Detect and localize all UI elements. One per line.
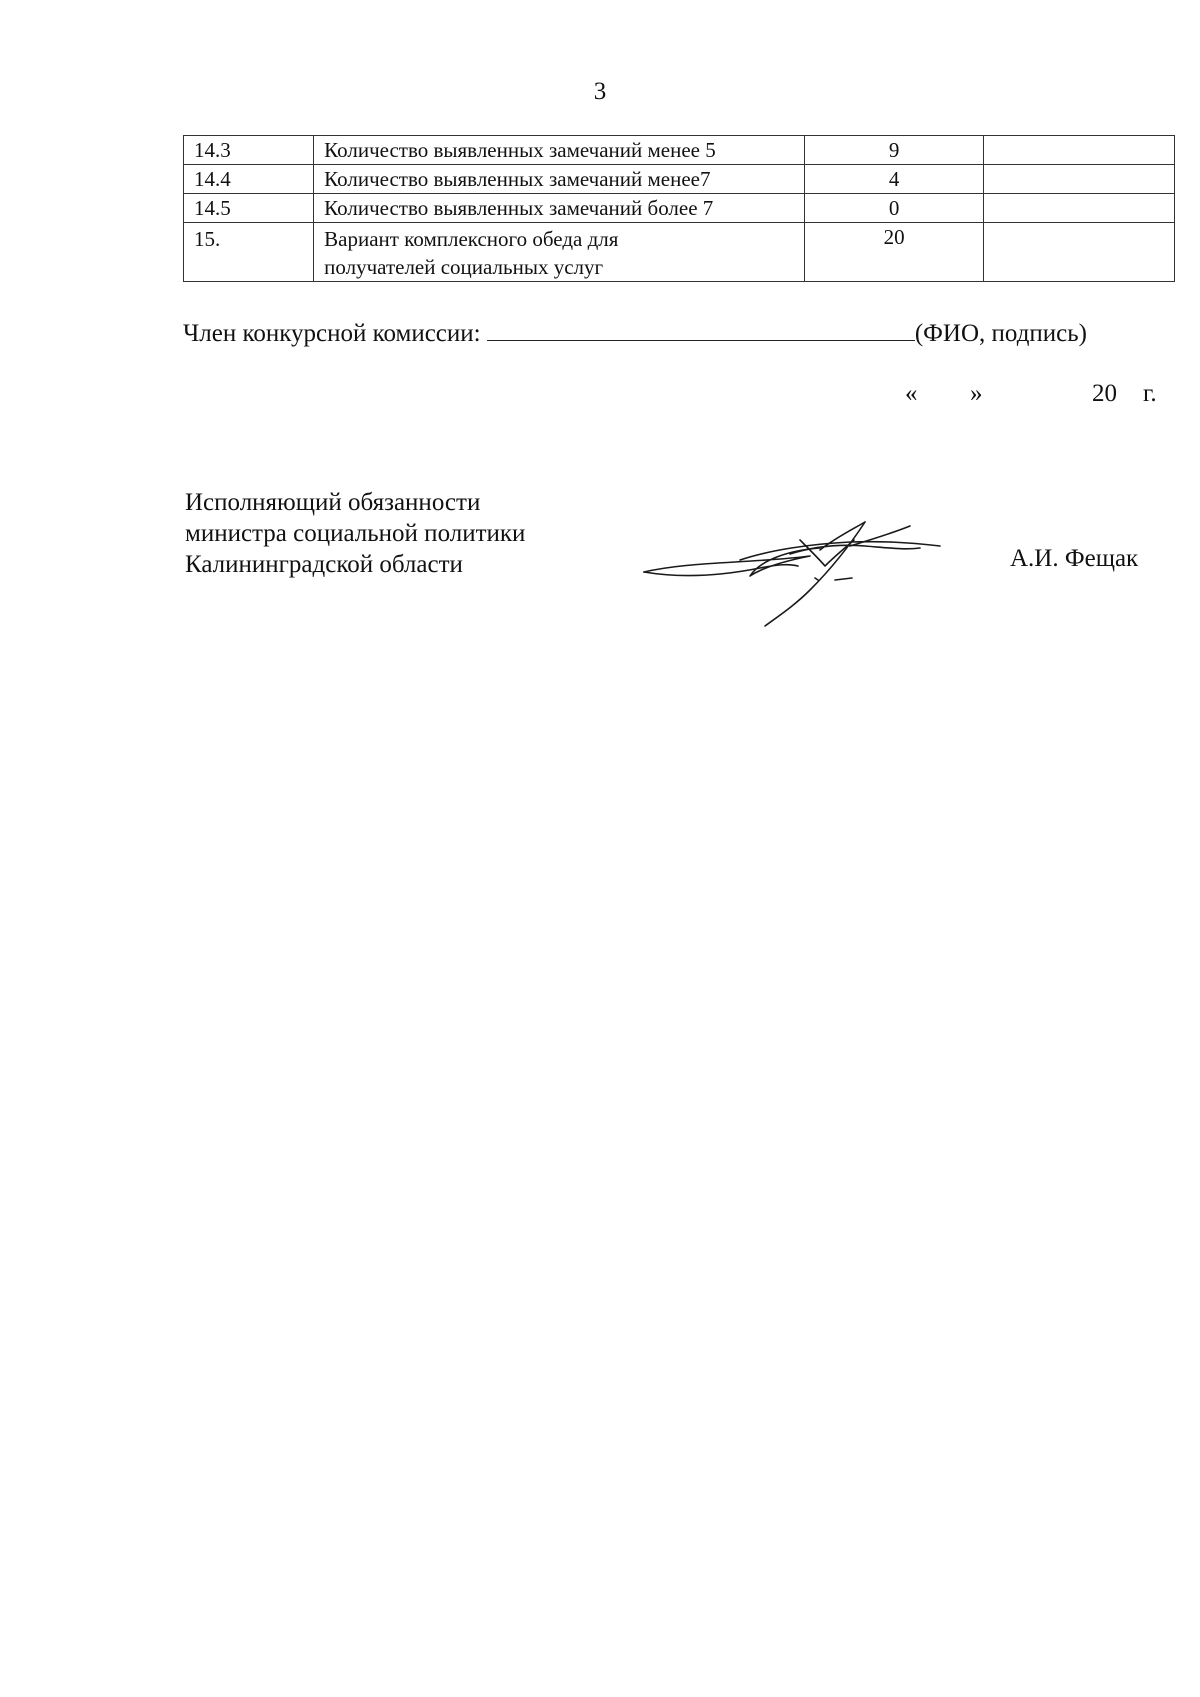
table-row xyxy=(184,136,1175,165)
commission-member-line xyxy=(183,318,1087,348)
table-row xyxy=(184,194,1175,223)
table-row xyxy=(184,165,1175,194)
date-open-quote: « xyxy=(905,380,918,407)
row-criterion xyxy=(314,223,805,282)
member-label: Член конкурсной комиссии: xyxy=(183,320,481,347)
criterion-line-1: Вариант комплексного обеда для xyxy=(324,227,619,251)
row-number: 15. xyxy=(184,223,314,282)
row-score: 0 xyxy=(805,194,983,223)
row-criterion: Количество выявленных замечаний менее7 xyxy=(314,165,805,194)
row-score: 9 xyxy=(805,136,983,165)
date-year-suffix: г. xyxy=(1143,380,1157,407)
row-number: 14.3 xyxy=(184,136,314,165)
row-note xyxy=(983,223,1174,282)
signer-name: А.И. Фещак xyxy=(1010,545,1139,572)
criterion-line-2: получателей социальных услуг xyxy=(324,255,604,279)
row-criterion: Количество выявленных замечаний более 7 xyxy=(314,194,805,223)
official-title-line-1: Исполняющий обязанности xyxy=(185,489,481,516)
official-title-line-2: министра социальной политики xyxy=(185,520,526,547)
row-criterion: Количество выявленных замечаний менее 5 xyxy=(314,136,805,165)
date-year-prefix: 20 xyxy=(1092,380,1117,407)
page-number: 3 xyxy=(593,78,607,105)
row-note xyxy=(983,194,1174,223)
official-title xyxy=(185,487,525,580)
official-title-line-3: Калининградской области xyxy=(185,551,463,578)
row-number: 14.4 xyxy=(184,165,314,194)
handwritten-signature xyxy=(640,520,950,630)
date-close-quote: » xyxy=(970,380,983,407)
row-number: 14.5 xyxy=(184,194,314,223)
signature-blank xyxy=(487,318,915,341)
criteria-table xyxy=(183,135,1175,282)
row-score: 4 xyxy=(805,165,983,194)
row-score: 20 xyxy=(805,223,983,282)
row-note xyxy=(983,165,1174,194)
row-note xyxy=(983,136,1174,165)
member-suffix: (ФИО, подпись) xyxy=(914,320,1088,347)
table-row xyxy=(184,223,1175,282)
